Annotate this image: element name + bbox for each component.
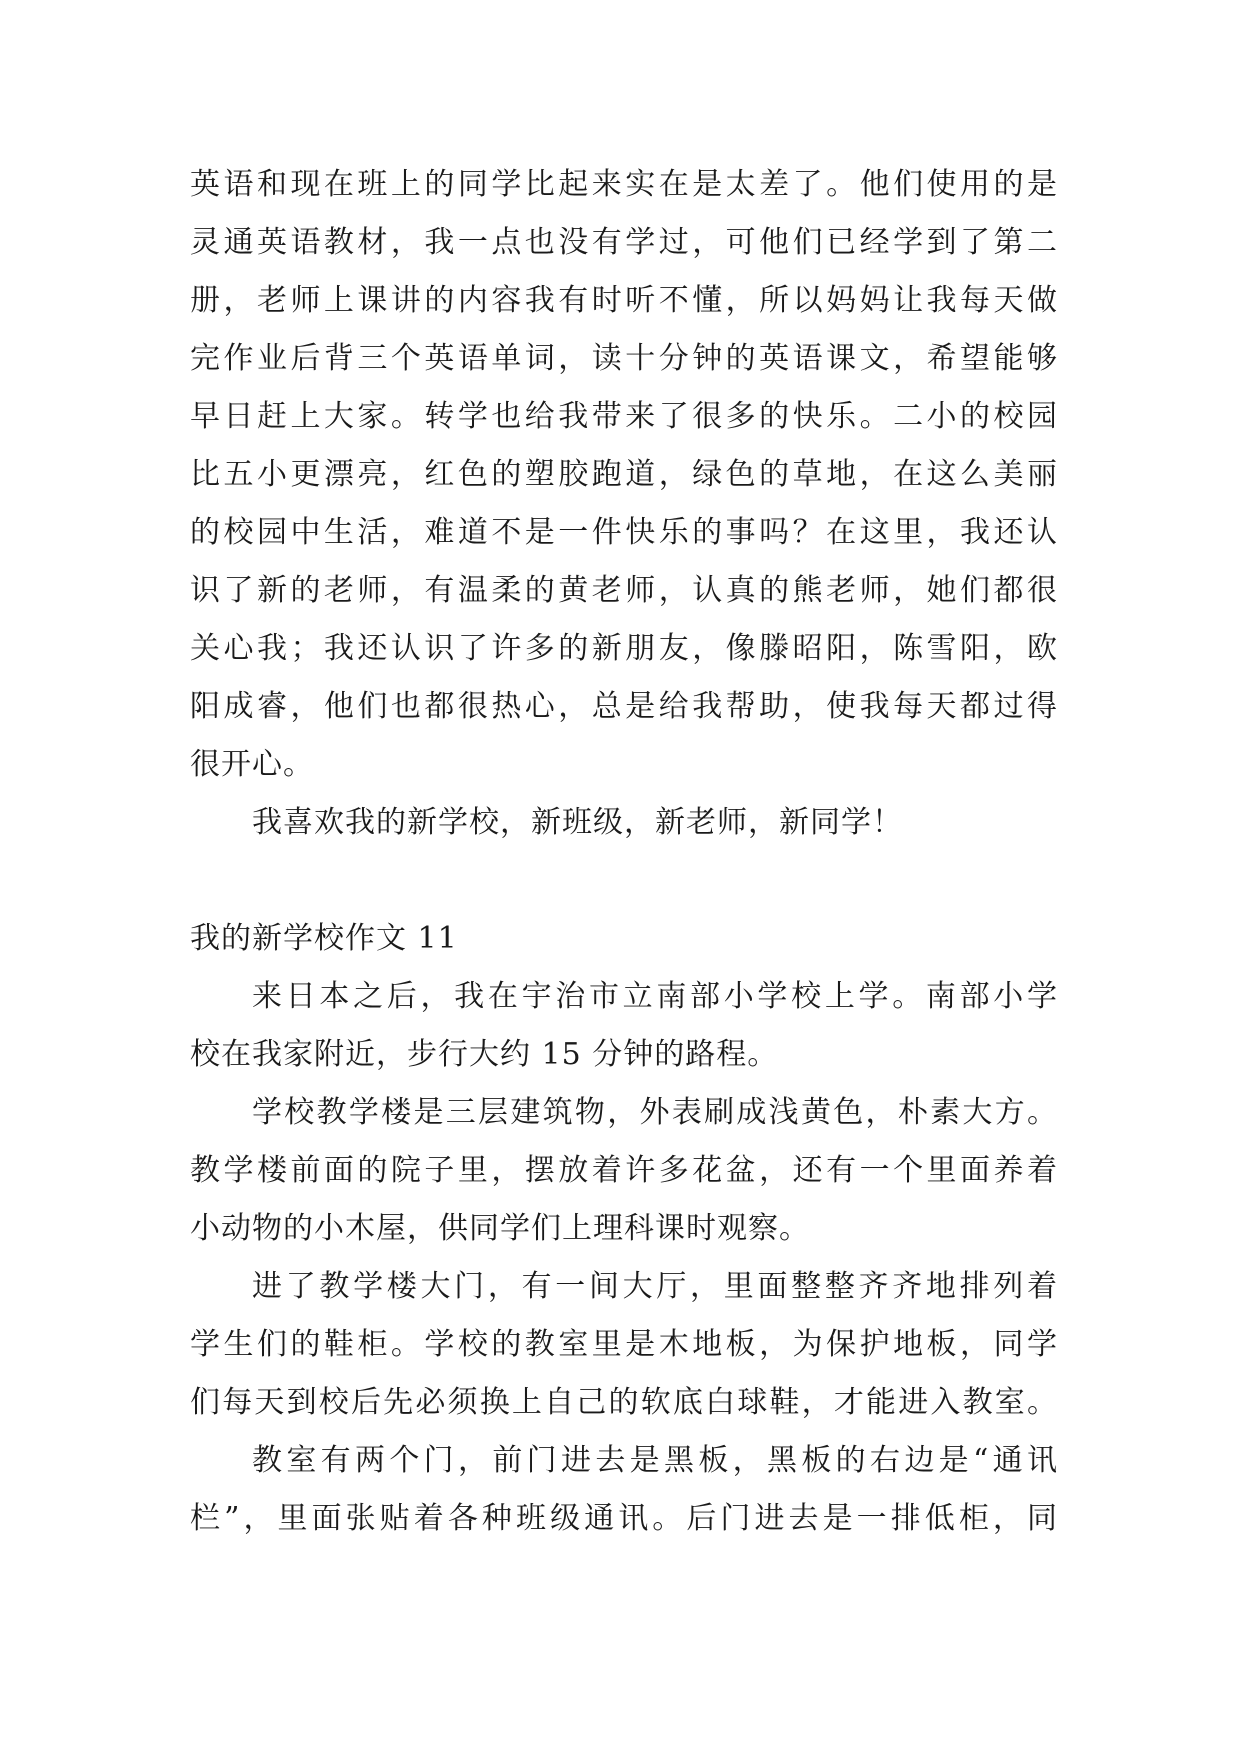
text-line: 校在我家附近，步行大约 15 分钟的路程。 [190, 1037, 779, 1072]
text-line: 我喜欢我的新学校，新班级，新老师，新同学！ [252, 805, 903, 840]
paragraph-3 [190, 968, 1058, 1084]
paragraph-gap [190, 852, 1058, 910]
paragraph-5 [190, 1258, 1058, 1432]
text-line: 小动物的小木屋，供同学们上理科课时观察。 [190, 1211, 810, 1246]
text-line: 进了教学楼大门，有一间大厅，里面整整齐齐地排列着 [252, 1269, 1058, 1304]
text-line: 栏”，里面张贴着各种班级通讯。后门进去是一排低柜，同 [190, 1501, 1058, 1536]
text-line: 早日赶上大家。转学也给我带来了很多的快乐。二小的校园 [190, 399, 1058, 434]
text-line: 比五小更漂亮，红色的塑胶跑道，绿色的草地，在这么美丽 [190, 457, 1058, 492]
paragraph-2 [190, 794, 1058, 852]
text-line: 教学楼前面的院子里，摆放着许多花盆，还有一个里面养着 [190, 1153, 1058, 1188]
text-line: 们每天到校后先必须换上自己的软底白球鞋，才能进入教室。 [190, 1385, 1058, 1420]
text-line: 学校教学楼是三层建筑物，外表刷成浅黄色，朴素大方。 [252, 1095, 1058, 1130]
text-line: 教室有两个门，前门进去是黑板，黑板的右边是“通讯 [252, 1443, 1058, 1478]
text-line: 英语和现在班上的同学比起来实在是太差了。他们使用的是 [190, 167, 1058, 202]
text-line: 灵通英语教材，我一点也没有学过，可他们已经学到了第二 [190, 225, 1058, 260]
document-body [190, 156, 1058, 1548]
paragraph-1 [190, 156, 1058, 794]
paragraph-4 [190, 1084, 1058, 1258]
text-line: 识了新的老师，有温柔的黄老师，认真的熊老师，她们都很 [190, 573, 1058, 608]
text-line: 阳成睿，他们也都很热心，总是给我帮助，使我每天都过得 [190, 689, 1058, 724]
text-line: 关心我；我还认识了许多的新朋友，像滕昭阳，陈雪阳，欧 [190, 631, 1058, 666]
text-line: 很开心。 [190, 747, 314, 782]
text-line: 的校园中生活，难道不是一件快乐的事吗？在这里，我还认 [190, 515, 1058, 550]
paragraph-6 [190, 1432, 1058, 1548]
text-line: 完作业后背三个英语单词，读十分钟的英语课文，希望能够 [190, 341, 1058, 376]
text-line: 学生们的鞋柜。学校的教室里是木地板，为保护地板，同学 [190, 1327, 1058, 1362]
text-line: 册，老师上课讲的内容我有时听不懂，所以妈妈让我每天做 [190, 283, 1058, 318]
section-title: 我的新学校作文 11 [190, 921, 458, 956]
text-line: 来日本之后，我在宇治市立南部小学校上学。南部小学 [252, 979, 1058, 1014]
